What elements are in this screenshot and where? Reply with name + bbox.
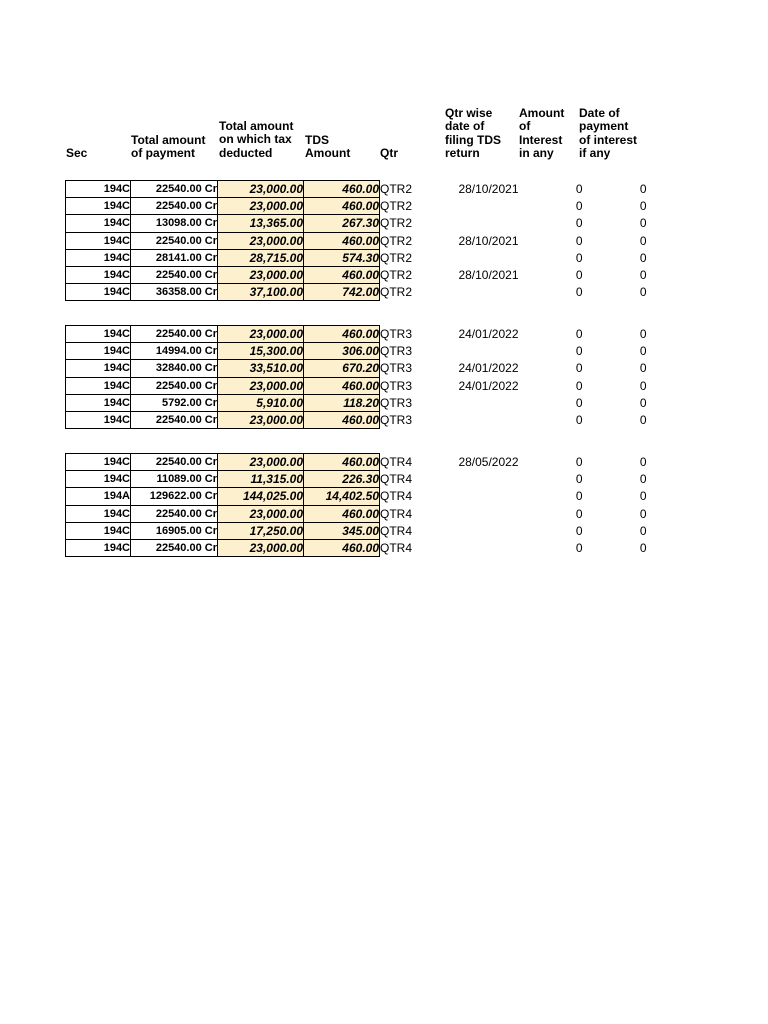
quarter-group-table — [65, 453, 647, 557]
filing-date-cell — [440, 394, 519, 411]
section-code-cell: 194C — [66, 181, 131, 198]
interest-payment-date-cell: 0 — [639, 455, 647, 470]
taxed-amount-cell: 23,000.00 — [218, 326, 304, 343]
interest-amount-cell: 0 — [575, 455, 583, 470]
total-payment-cell: 129622.00 Cr — [131, 488, 218, 505]
quarter-cell: QTR2 — [380, 182, 413, 197]
filing-date-cell: 28/10/2021 — [458, 233, 519, 248]
quarter-cell: QTR3 — [380, 413, 413, 428]
total-payment-cell: 22540.00 Cr — [131, 411, 218, 428]
tds-amount-cell: 574.30 — [304, 249, 380, 266]
section-code-cell: 194C — [66, 360, 131, 377]
total-payment-cell: 22540.00 Cr — [131, 377, 218, 394]
taxed-amount-cell: 23,000.00 — [218, 454, 304, 471]
quarter-group-table — [65, 180, 647, 301]
section-code-cell: 194C — [66, 232, 131, 249]
filing-date-cell — [440, 539, 519, 556]
tds-amount-cell: 118.20 — [304, 394, 380, 411]
interest-payment-date-cell: 0 — [639, 395, 647, 410]
tds-amount-cell: 14,402.50 — [304, 488, 380, 505]
taxed-amount-cell: 33,510.00 — [218, 360, 304, 377]
quarter-cell: QTR2 — [380, 268, 413, 283]
quarter-cell: QTR4 — [380, 541, 413, 556]
total-payment-cell: 22540.00 Cr — [131, 266, 218, 283]
tds-amount-cell: 460.00 — [304, 198, 380, 215]
tds-amount-cell: 306.00 — [304, 343, 380, 360]
section-code-cell: 194C — [66, 249, 131, 266]
tds-amount-cell: 742.00 — [304, 284, 380, 301]
total-payment-cell: 22540.00 Cr — [131, 454, 218, 471]
header-sec: Sec — [66, 146, 88, 160]
table-row — [66, 377, 647, 394]
tds-amount-cell: 460.00 — [304, 377, 380, 394]
filing-date-cell: 24/01/2022 — [458, 361, 519, 376]
table-row — [66, 326, 647, 343]
table-row — [66, 522, 647, 539]
interest-payment-date-cell: 0 — [639, 285, 647, 300]
total-payment-cell: 22540.00 Cr — [131, 539, 218, 556]
interest-payment-date-cell: 0 — [639, 344, 647, 359]
table-row — [66, 394, 647, 411]
table-row — [66, 232, 647, 249]
quarter-cell: QTR2 — [380, 233, 413, 248]
taxed-amount-cell: 144,025.00 — [218, 488, 304, 505]
interest-amount-cell: 0 — [575, 216, 583, 231]
total-payment-cell: 32840.00 Cr — [131, 360, 218, 377]
taxed-amount-cell: 13,365.00 — [218, 215, 304, 232]
taxed-amount-cell: 23,000.00 — [218, 539, 304, 556]
interest-amount-cell: 0 — [575, 344, 583, 359]
total-payment-cell: 36358.00 Cr — [131, 284, 218, 301]
total-payment-cell: 22540.00 Cr — [131, 505, 218, 522]
total-payment-cell: 22540.00 Cr — [131, 181, 218, 198]
tds-amount-cell: 460.00 — [304, 411, 380, 428]
quarter-group-table — [65, 325, 647, 429]
interest-payment-date-cell: 0 — [639, 268, 647, 283]
section-code-cell: 194C — [66, 394, 131, 411]
total-payment-cell: 28141.00 Cr — [131, 249, 218, 266]
tds-amount-cell: 226.30 — [304, 471, 380, 488]
quarter-cell: QTR3 — [380, 361, 413, 376]
interest-amount-cell: 0 — [575, 199, 583, 214]
tds-amount-cell: 460.00 — [304, 181, 380, 198]
quarter-cell: QTR4 — [380, 489, 413, 504]
quarter-cell: QTR2 — [380, 285, 413, 300]
interest-amount-cell: 0 — [575, 182, 583, 197]
tds-amount-cell: 460.00 — [304, 454, 380, 471]
interest-amount-cell: 0 — [575, 233, 583, 248]
tds-amount-cell: 460.00 — [304, 539, 380, 556]
section-code-cell: 194C — [66, 198, 131, 215]
section-code-cell: 194C — [66, 411, 131, 428]
total-payment-cell: 22540.00 Cr — [131, 198, 218, 215]
taxed-amount-cell: 17,250.00 — [218, 522, 304, 539]
filing-date-cell: 28/05/2022 — [458, 455, 519, 470]
interest-amount-cell: 0 — [575, 489, 583, 504]
header-interest-amount: Amount of Interest in any — [519, 106, 565, 160]
total-payment-cell: 16905.00 Cr — [131, 522, 218, 539]
interest-payment-date-cell: 0 — [639, 472, 647, 487]
taxed-amount-cell: 28,715.00 — [218, 249, 304, 266]
filing-date-cell — [440, 522, 519, 539]
filing-date-cell — [440, 215, 519, 232]
filing-date-cell — [440, 505, 519, 522]
table-row — [66, 181, 647, 198]
interest-amount-cell: 0 — [575, 472, 583, 487]
table-row — [66, 539, 647, 556]
quarter-cell: QTR4 — [380, 455, 413, 470]
total-payment-cell: 11089.00 Cr — [131, 471, 218, 488]
quarter-cell: QTR3 — [380, 395, 413, 410]
interest-payment-date-cell: 0 — [639, 182, 647, 197]
interest-amount-cell: 0 — [575, 395, 583, 410]
section-code-cell: 194C — [66, 377, 131, 394]
interest-amount-cell: 0 — [575, 378, 583, 393]
interest-amount-cell: 0 — [575, 250, 583, 265]
taxed-amount-cell: 23,000.00 — [218, 411, 304, 428]
header-total-taxed: Total amount on which tax deducted — [219, 119, 294, 160]
interest-payment-date-cell: 0 — [639, 541, 647, 556]
total-payment-cell: 13098.00 Cr — [131, 215, 218, 232]
filing-date-cell: 24/01/2022 — [458, 378, 519, 393]
filing-date-cell — [440, 343, 519, 360]
interest-amount-cell: 0 — [575, 523, 583, 538]
interest-payment-date-cell: 0 — [639, 506, 647, 521]
table-row — [66, 360, 647, 377]
interest-amount-cell: 0 — [575, 361, 583, 376]
interest-payment-date-cell: 0 — [639, 361, 647, 376]
taxed-amount-cell: 23,000.00 — [218, 266, 304, 283]
quarter-cell: QTR4 — [380, 523, 413, 538]
interest-payment-date-cell: 0 — [639, 378, 647, 393]
filing-date-cell: 28/10/2021 — [458, 268, 519, 283]
total-payment-cell: 22540.00 Cr — [131, 326, 218, 343]
quarter-cell: QTR3 — [380, 378, 413, 393]
total-payment-cell: 14994.00 Cr — [131, 343, 218, 360]
section-code-cell: 194C — [66, 539, 131, 556]
section-code-cell: 194A — [66, 488, 131, 505]
quarter-cell: QTR3 — [380, 344, 413, 359]
quarter-cell: QTR4 — [380, 506, 413, 521]
table-row — [66, 284, 647, 301]
section-code-cell: 194C — [66, 471, 131, 488]
taxed-amount-cell: 23,000.00 — [218, 232, 304, 249]
total-payment-cell: 22540.00 Cr — [131, 232, 218, 249]
taxed-amount-cell: 23,000.00 — [218, 181, 304, 198]
section-code-cell: 194C — [66, 326, 131, 343]
interest-payment-date-cell: 0 — [639, 327, 647, 342]
filing-date-cell: 28/10/2021 — [458, 182, 519, 197]
tds-amount-cell: 460.00 — [304, 326, 380, 343]
table-row — [66, 249, 647, 266]
interest-payment-date-cell: 0 — [639, 233, 647, 248]
table-row — [66, 266, 647, 283]
tds-amount-cell: 670.20 — [304, 360, 380, 377]
quarter-cell: QTR2 — [380, 250, 413, 265]
taxed-amount-cell: 23,000.00 — [218, 377, 304, 394]
table-row — [66, 454, 647, 471]
filing-date-cell — [440, 411, 519, 428]
interest-amount-cell: 0 — [575, 285, 583, 300]
section-code-cell: 194C — [66, 454, 131, 471]
section-code-cell: 194C — [66, 266, 131, 283]
table-row — [66, 505, 647, 522]
interest-payment-date-cell: 0 — [639, 489, 647, 504]
section-code-cell: 194C — [66, 215, 131, 232]
taxed-amount-cell: 23,000.00 — [218, 505, 304, 522]
interest-amount-cell: 0 — [575, 268, 583, 283]
taxed-amount-cell: 5,910.00 — [218, 394, 304, 411]
filing-date-cell — [440, 471, 519, 488]
table-row — [66, 198, 647, 215]
section-code-cell: 194C — [66, 505, 131, 522]
taxed-amount-cell: 15,300.00 — [218, 343, 304, 360]
header-tds-amount: TDS Amount — [305, 133, 351, 161]
section-code-cell: 194C — [66, 284, 131, 301]
tds-amount-cell: 460.00 — [304, 505, 380, 522]
quarter-cell: QTR3 — [380, 327, 413, 342]
interest-payment-date-cell: 0 — [639, 250, 647, 265]
table-row — [66, 215, 647, 232]
table-row — [66, 488, 647, 505]
taxed-amount-cell: 11,315.00 — [218, 471, 304, 488]
tds-amount-cell: 267.30 — [304, 215, 380, 232]
header-interest-payment-date: Date of payment of interest if any — [579, 106, 638, 160]
interest-amount-cell: 0 — [575, 506, 583, 521]
table-row — [66, 471, 647, 488]
filing-date-cell — [440, 488, 519, 505]
quarter-cell: QTR2 — [380, 199, 413, 214]
table-row — [66, 343, 647, 360]
header-total-payment: Total amount of payment — [131, 133, 206, 161]
interest-payment-date-cell: 0 — [639, 216, 647, 231]
filing-date-cell — [440, 284, 519, 301]
interest-amount-cell: 0 — [575, 327, 583, 342]
interest-amount-cell: 0 — [575, 541, 583, 556]
interest-amount-cell: 0 — [575, 413, 583, 428]
taxed-amount-cell: 23,000.00 — [218, 198, 304, 215]
interest-payment-date-cell: 0 — [639, 413, 647, 428]
filing-date-cell — [440, 249, 519, 266]
interest-payment-date-cell: 0 — [639, 199, 647, 214]
header-filing-date: Qtr wise date of filing TDS return — [445, 106, 501, 160]
header-qtr: Qtr — [380, 146, 398, 160]
tds-amount-cell: 460.00 — [304, 266, 380, 283]
interest-payment-date-cell: 0 — [639, 523, 647, 538]
taxed-amount-cell: 37,100.00 — [218, 284, 304, 301]
total-payment-cell: 5792.00 Cr — [131, 394, 218, 411]
section-code-cell: 194C — [66, 522, 131, 539]
table-row — [66, 411, 647, 428]
quarter-cell: QTR4 — [380, 472, 413, 487]
tds-amount-cell: 345.00 — [304, 522, 380, 539]
quarter-cell: QTR2 — [380, 216, 413, 231]
filing-date-cell: 24/01/2022 — [458, 327, 519, 342]
section-code-cell: 194C — [66, 343, 131, 360]
tds-amount-cell: 460.00 — [304, 232, 380, 249]
filing-date-cell — [440, 198, 519, 215]
